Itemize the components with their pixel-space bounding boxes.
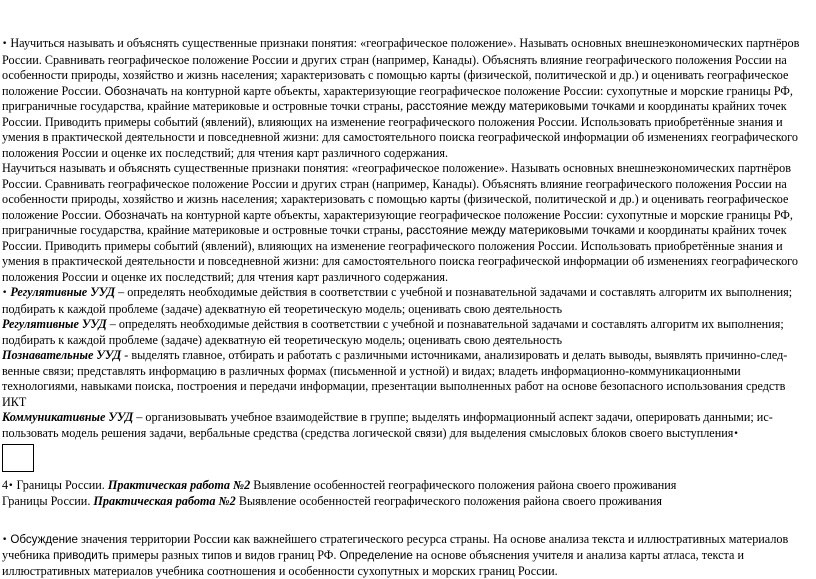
communicative-skills-text: – организовывать учебное взаимодействие в группе; выделять информационный аспект задачи, оперировать данными; ис-пользовать модель решения задачи, вербальные средства (средства логической связи) для выделения смысловых блоков своего выступления — [2, 410, 773, 440]
regulative-skills-text: – определять необходимые действия в соответствии с учебной и познавательной задачами и составлять алгоритм их выполнения; подбирать к каждой проблеме (задаче) адекватную ей теоретическую модель; оценивать свою деятельность — [2, 285, 792, 316]
practical-work-term: Практическая работа №2 — [108, 478, 250, 492]
outcomes-phrase: расстояние между материковыми точками — [406, 224, 635, 237]
regulative-skills-term: Регулятивные УУД — [10, 285, 115, 299]
lesson-4-paragraph-repeat — [2, 494, 810, 510]
outcomes-text: и координаты крайних точек России. Приводить примеры событий (явлений), влияющих на изменение географического положения России. Использовать приобретённые знания и умения в практической деятельности и повседневной жизни: для самостоятельного поиска географической информации об изменениях географического положения России и оценке их последствий; для чтения карт различного содержания. — [2, 99, 798, 160]
bullet-icon: • — [2, 288, 7, 298]
outcomes-verb: Обозначать — [104, 209, 167, 222]
outcomes-text: на контурной карте объекты, характеризующие географическое положение России: сухопутные и морские границы РФ, приграничные государства, крайние материковые и островные точки страны, — [2, 84, 793, 114]
outcomes-text: Научиться называть и объяснять существенные признаки понятия: «географическое положение». Называть основных внешнеэкономических партнёров России. Сравнивать географическое положение России и других стран (например, Канады). Объяснять влияние географического положения России на особенности природы, хозяйство и жизнь населения; характеризовать с помощью карты (физической, политической и др.) и оценивать географическое положение России. — [2, 36, 799, 98]
activities-paragraph — [2, 532, 810, 579]
regulative-skills-paragraph-repeat — [2, 317, 810, 348]
outcomes-text: на контурной карте объекты, характеризующие географическое положение России: сухопутные и морские границы РФ, приграничные государства, крайние материковые и островные точки страны, — [2, 208, 793, 238]
cognitive-skills-term: Познавательные УУД — [2, 348, 121, 362]
regulative-skills-term: Регулятивные УУД — [2, 317, 107, 331]
bullet-icon: • — [2, 535, 7, 545]
activity-verb: Определение — [340, 549, 413, 562]
empty-cell-box — [2, 442, 810, 478]
activity-verb: приводить — [53, 549, 109, 562]
lesson-4-paragraph — [2, 478, 810, 495]
regulative-skills-text: – определять необходимые действия в соответствии с учебной и познавательной задачами и составлять алгоритм их выполнения; подбирать к каждой проблеме (задаче) адекватную ей теоретическую модель; оценивать свою деятельность — [2, 317, 784, 347]
communicative-skills-paragraph — [2, 410, 810, 442]
bullet-icon: • — [8, 481, 13, 491]
activities-text: значения территории России как важнейшего стратегического ресурса страны. На основе анализа текста и иллюстративных материалов учебника — [2, 532, 788, 563]
spacer — [2, 510, 810, 532]
practical-work-text: Выявление особенностей географического положения района своего проживания — [236, 494, 662, 508]
lesson-number: 4 — [2, 478, 8, 492]
empty-box — [2, 444, 34, 472]
learning-outcomes-paragraph-repeat — [2, 161, 810, 285]
activities-text: примеры разных типов и видов границ РФ. — [109, 548, 339, 562]
activity-verb: Обсуждение — [10, 533, 78, 546]
communicative-skills-term: Коммуникативные УУД — [2, 410, 133, 424]
document-page — [2, 36, 810, 579]
cognitive-skills-text: - выделять главное, отбирать и работать с различными источниками, анализировать и делать выводы, выявлять причинно-след-венные связи; представлять информацию в различных формах (письменной и устной) и видах; владеть информационно-коммуникационными технологиями, навыками поиска, построения и передачи информации, презентации выполненных работ на основе безопасного использования средств ИКТ — [2, 348, 787, 409]
outcomes-verb: Обозначать — [104, 85, 167, 98]
cognitive-skills-paragraph — [2, 348, 810, 410]
practical-work-term: Практическая работа №2 — [93, 494, 235, 508]
regulative-skills-paragraph — [2, 285, 810, 317]
outcomes-phrase: расстояние между материковыми точками — [406, 100, 635, 113]
bullet-icon: • — [2, 39, 7, 49]
outcomes-text: и координаты крайних точек России. Приводить примеры событий (явлений), влияющих на изменение географического положения России. Использовать приобретённые знания и умения в практической деятельности и повседневной жизни: для самостоятельного поиска географической информации об изменениях географического положения России и оценке их последствий; для чтения карт различного содержания. — [2, 223, 798, 284]
lesson-topic: Границы России. — [2, 494, 93, 508]
practical-work-text: Выявление особенностей географического положения района своего проживания — [250, 478, 676, 492]
bullet-icon: • — [733, 429, 738, 439]
learning-outcomes-paragraph — [2, 36, 810, 161]
lesson-topic: Границы России. — [13, 478, 107, 492]
outcomes-text: Научиться называть и объяснять существенные признаки понятия: «географическое положение». Называть основных внешнеэкономических партнёров России. Сравнивать географическое положение России и других стран (например, Канады). Объяснять влияние географического положения России на особенности природы, хозяйство и жизнь населения; характеризовать с помощью карты (физической, политической и др.) и оценивать географическое положение России. — [2, 161, 791, 222]
activities-text: на основе объяснения учителя и анализа карты атласа, текста и иллюстративных материалов учебника соотношения и особенности сухопутных и морских границ России. — [2, 548, 744, 578]
